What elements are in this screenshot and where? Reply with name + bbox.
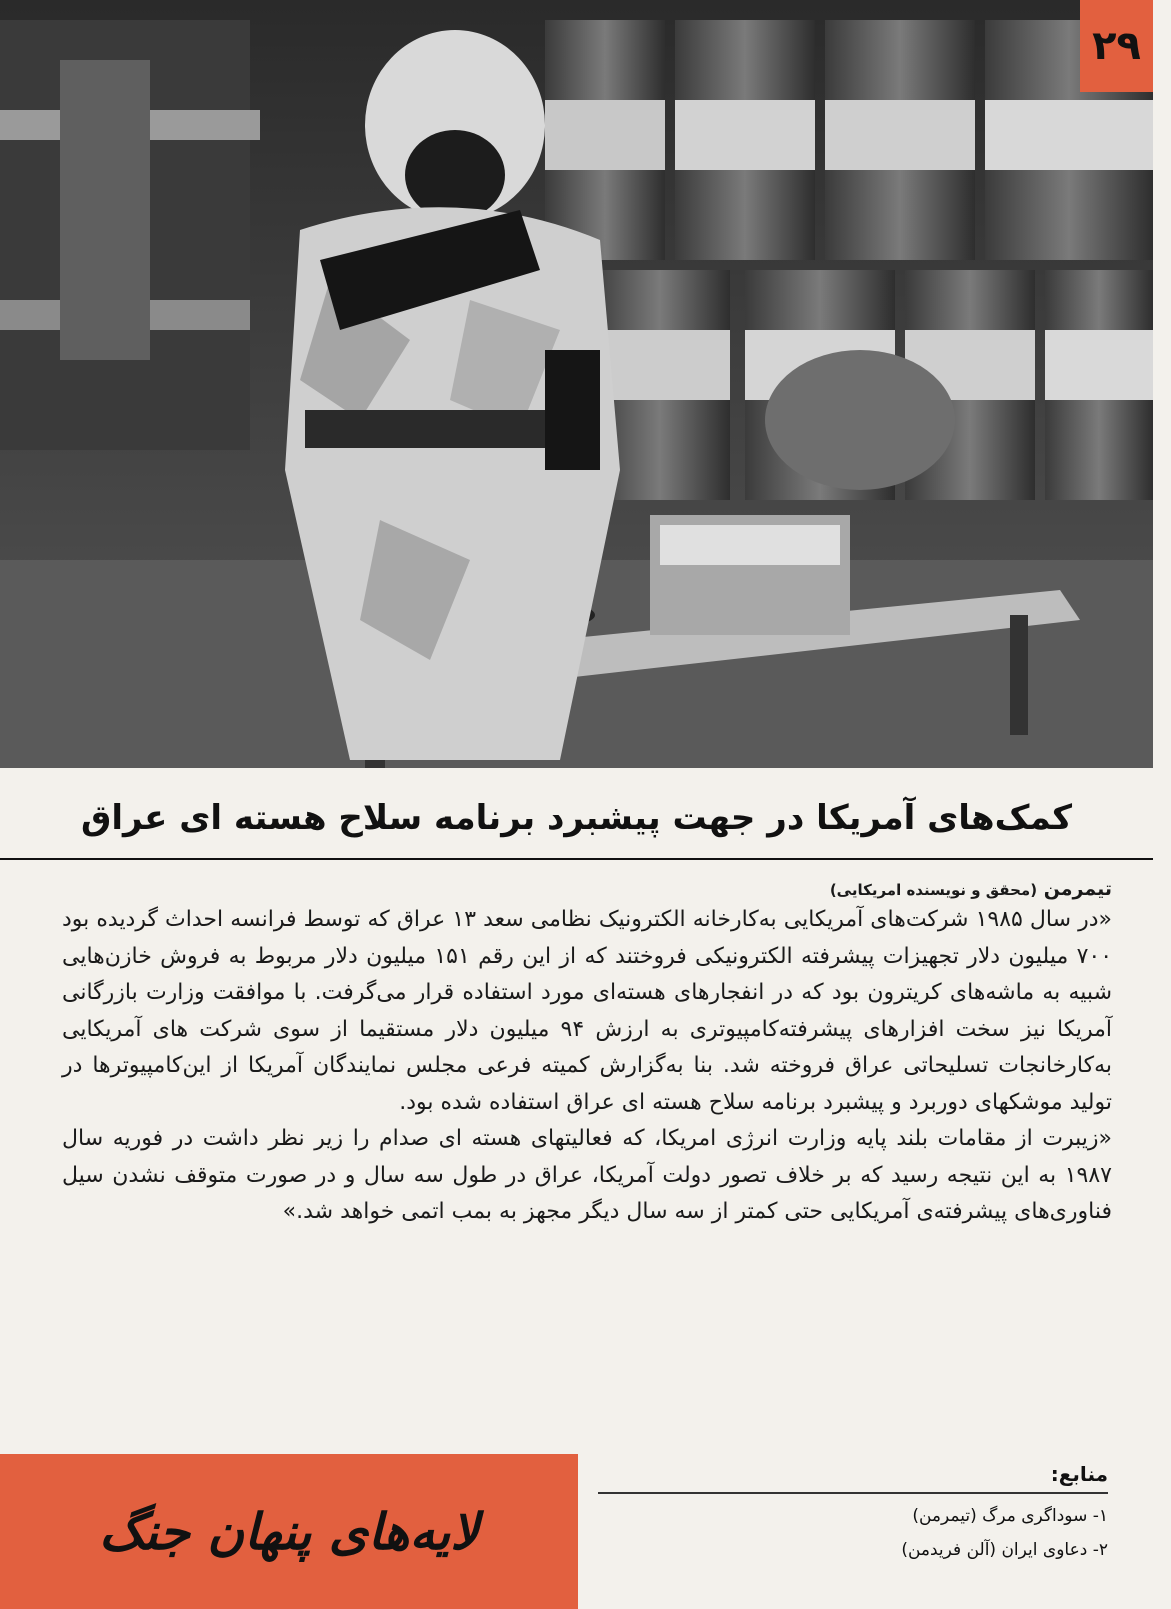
author-role: (محقق و نویسنده امریکایی) <box>829 881 1038 899</box>
sources-heading: منابع: <box>598 1462 1108 1494</box>
source-item: ۲- دعاوی ایران (آلن فریدمن) <box>901 1540 1108 1560</box>
sources-section <box>598 1462 1108 1574</box>
author-name: تیمرمن <box>1043 878 1112 900</box>
page-number <box>1080 0 1153 92</box>
hazmat-photo <box>0 0 1153 768</box>
article-title: کمک‌های آمریکا در جهت پیشبرد برنامه سلاح هسته ای عراق <box>80 798 1073 838</box>
paragraph-1: «در سال ۱۹۸۵ شرکت‌های آمریکایی به‌کارخانه الکترونیک نظامی سعد ۱۳ عراق که توسط فرانسه احداث گردیده بود ۷۰۰ میلیون دلار تجهیزات پیشرفته الکترونیکی فروختند که از این رقم ۱۵۱ میلیون دلار مربوط به فروش خازن‌هایی شبیه به ماشه‌های کریترون بود که در انفجارهای هسته‌ای مورد استفاده قرار می‌گرفت. با موافقت وزارت بازرگانی آمریکا نیز سخت افزارهای پیشرفته‌کامپیوتری به ارزش ۹۴ میلیون دلار مستقیما از سوی شرکت های آمریکایی به‌کارخانجات تسلیحاتی عراق فروخته شد. بنا به‌گزارش کمیته فرعی مجلس نمایندگان آمریکا از این‌کامپیوترها در تولید موشکهای دوربرد و پیشبرد برنامه سلاح هسته ای عراق استفاده شده بود. <box>62 907 1113 1115</box>
title-band <box>0 778 1153 860</box>
author-line <box>62 878 1112 900</box>
brand-box <box>0 1454 578 1609</box>
page-number-text: ۲۹ <box>1092 23 1141 69</box>
paragraph-2: «زیبرت از مقامات بلند پایه وزارت انرژی امریکا، که فعالیتهای هسته ای صدام را زیر نظر داشت در فوریه سال ۱۹۸۷ به این نتیجه رسید که بر خلاف تصور دولت آمریکا، عراق در طول سه سال و در صورت متوقف نشدن سیل فناوری‌های پیشرفته‌ی آمریکایی حتی کمتر از سه سال دیگر مجهز به بمب اتمی خواهد شد.» <box>62 1126 1112 1224</box>
source-item: ۱- سوداگری مرگ (تیمرمن) <box>912 1506 1108 1526</box>
brand-title: لایه‌های پنهان جنگ <box>99 1502 479 1561</box>
article-body <box>62 878 1112 1231</box>
hazmat-photo-illustration <box>0 0 1153 768</box>
